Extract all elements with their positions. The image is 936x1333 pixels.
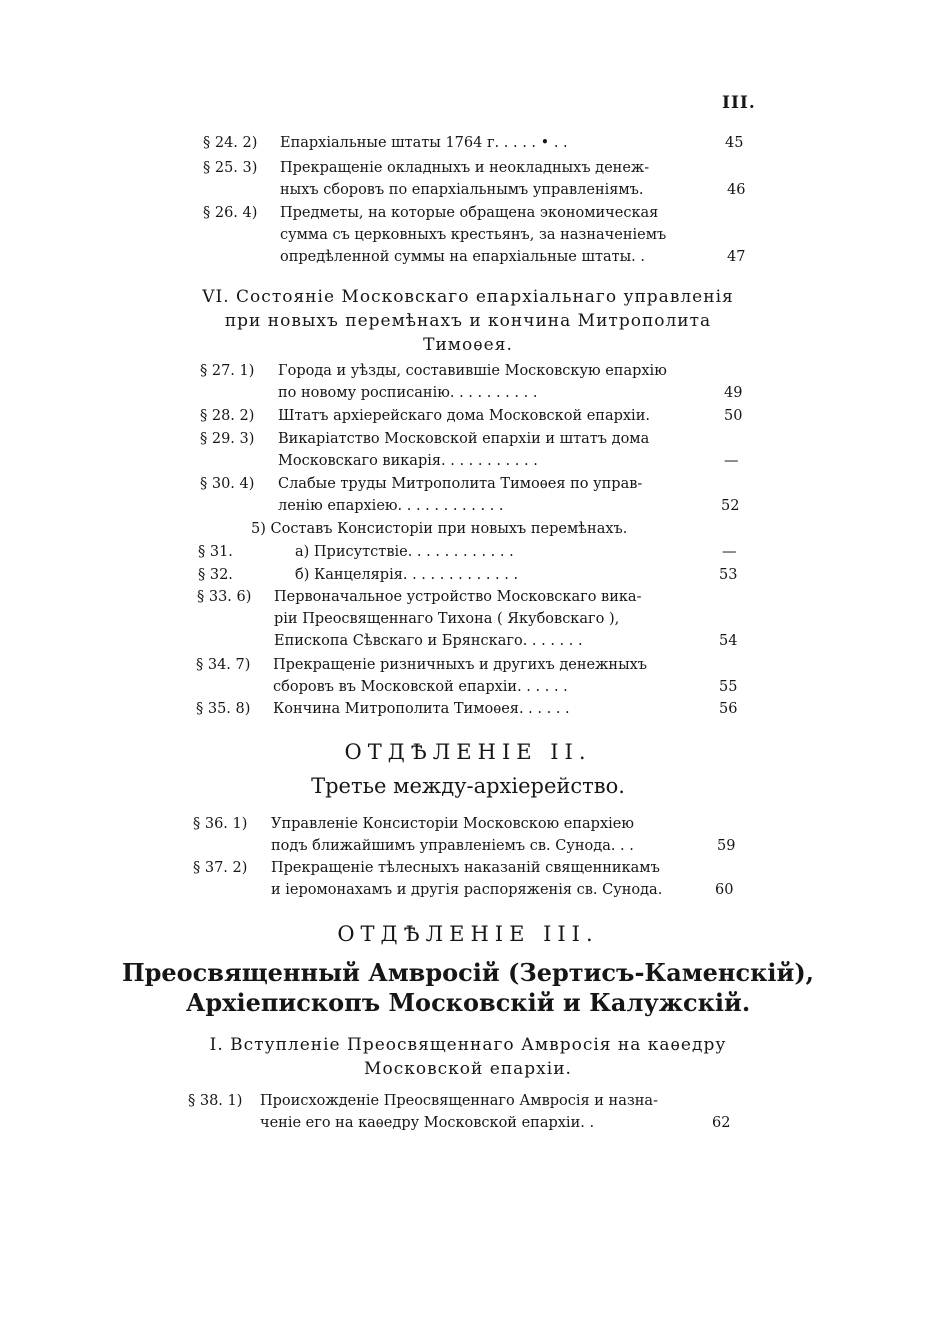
entry-line: ріи Преосвященнаго Тихона ( Якубовскаго ), bbox=[274, 611, 620, 627]
entry-line: сумма съ церковныхъ крестьянъ, за назначеніемъ bbox=[280, 227, 667, 243]
page-ref: 52 bbox=[721, 498, 740, 514]
entry-line: Первоначальное устройство Московскаго вика- bbox=[274, 589, 642, 605]
section-heading-vi bbox=[0, 285, 936, 357]
section-number: § 27. 1) bbox=[200, 363, 255, 379]
toc-entry-29 bbox=[200, 428, 739, 472]
toc-entry-32 bbox=[198, 564, 738, 586]
entry-line: Кончина Митрополита Тимоѳея. . . . . . bbox=[273, 701, 570, 717]
title-line: Архіепископъ Московскій и Калужскій. bbox=[185, 988, 751, 1017]
heading-line: Московской епархіи. bbox=[364, 1059, 572, 1079]
entry-line: Штатъ архіерейскаго дома Московской епархіи. bbox=[278, 408, 650, 424]
toc-entry-31 bbox=[198, 541, 737, 563]
page-number: III. bbox=[722, 93, 756, 113]
entry-line: Слабые труды Митрополита Тимоѳея по управ- bbox=[278, 476, 643, 492]
section-number: § 30. 4) bbox=[200, 476, 255, 492]
page-ref: 62 bbox=[712, 1115, 731, 1131]
page-ref: 50 bbox=[724, 408, 743, 424]
section-number: § 36. 1) bbox=[193, 816, 248, 832]
title-line: Преосвященный Амвросій (Зертисъ-Каменскій), bbox=[121, 958, 815, 987]
entry-line: ныхъ сборовъ по епархіальнымъ управленіямъ. bbox=[280, 182, 644, 198]
section-number: § 29. 3) bbox=[200, 431, 255, 447]
entry-line: Управленіе Консисторіи Московскою епархіею bbox=[271, 816, 634, 832]
toc-entry-24 bbox=[203, 132, 744, 154]
page-ref: 54 bbox=[719, 633, 738, 649]
section-number: § 25. 3) bbox=[203, 160, 258, 176]
section-number: § 37. 2) bbox=[193, 860, 248, 876]
entry-line: ленію епархіею. . . . . . . . . . . . bbox=[278, 498, 504, 514]
toc-entry-25 bbox=[203, 157, 746, 201]
toc-entry-27 bbox=[200, 360, 743, 404]
page-ref: 45 bbox=[725, 135, 744, 151]
entry-line: Прекращеніе окладныхъ и неокладныхъ денеж- bbox=[280, 160, 650, 176]
sub-heading-5: 5) Составъ Консисторіи при новыхъ перемѣнахъ. bbox=[251, 521, 628, 537]
page-ref: 55 bbox=[719, 679, 738, 695]
heading-line: VI. Состояніе Московскаго епархіальнаго управленія bbox=[202, 287, 734, 307]
entry-line: Епископа Сѣвскаго и Брянскаго. . . . . . . bbox=[274, 633, 583, 649]
section-number: § 24. 2) bbox=[203, 135, 258, 151]
heading-line: I. Вступленіе Преосвященнаго Амвросія на каѳедру bbox=[209, 1035, 727, 1055]
entry-line: б) Канцелярія. . . . . . . . . . . . . bbox=[295, 567, 519, 583]
section-number: § 28. 2) bbox=[200, 408, 255, 424]
heading-line: при новыхъ перемѣнахъ и кончина Митрополита bbox=[224, 311, 712, 331]
toc-entry-36 bbox=[193, 813, 736, 857]
toc-entry-28 bbox=[200, 405, 743, 427]
entry-line: а) Присутствіе. . . . . . . . . . . . bbox=[295, 544, 514, 560]
department-3-heading: ОТДѢЛЕНІЕ III. bbox=[337, 922, 599, 946]
section-number: § 31. bbox=[198, 544, 233, 560]
entry-line: и іеромонахамъ и другія распоряженія св. Сунода. bbox=[271, 882, 663, 898]
toc-entry-26 bbox=[203, 202, 746, 268]
entry-line: Прекращеніе ризничныхъ и другихъ денежныхъ bbox=[273, 657, 648, 673]
page-ref: — bbox=[724, 453, 739, 469]
department-2-subtitle: Третье между-архіерейство. bbox=[311, 774, 625, 798]
entry-line: Московскаго викарія. . . . . . . . . . . bbox=[278, 453, 538, 469]
department-3-title bbox=[0, 958, 936, 1018]
toc-entry-30 bbox=[200, 473, 740, 517]
page-ref: — bbox=[722, 544, 737, 560]
entry-line: Города и уѣзды, составившіе Московскую епархію bbox=[278, 363, 667, 379]
heading-line: Тимоѳея. bbox=[423, 335, 513, 355]
page-ref: 47 bbox=[727, 249, 746, 265]
department-2-heading: ОТДѢЛЕНІЕ II. bbox=[344, 740, 592, 764]
toc-entry-34 bbox=[196, 654, 738, 698]
entry-line: Происхожденіе Преосвященнаго Амвросія и назна- bbox=[260, 1093, 658, 1109]
toc-entry-35 bbox=[196, 698, 738, 720]
section-number: § 32. bbox=[198, 567, 233, 583]
section-number: § 33. 6) bbox=[197, 589, 252, 605]
page-ref: 60 bbox=[715, 882, 734, 898]
section-number: § 38. 1) bbox=[188, 1093, 243, 1109]
entry-line: Прекращеніе тѣлесныхъ наказаній священникамъ bbox=[271, 860, 660, 876]
page-ref: 56 bbox=[719, 701, 738, 717]
page-ref: 49 bbox=[724, 385, 743, 401]
entry-line: Викаріатство Московской епархіи и штатъ дома bbox=[278, 431, 650, 447]
entry-line: ченіе его на каѳедру Московской епархіи. . bbox=[260, 1115, 595, 1131]
section-number: § 35. 8) bbox=[196, 701, 251, 717]
toc-entry-33 bbox=[197, 586, 738, 652]
entry-line: сборовъ въ Московской епархіи. . . . . . bbox=[273, 679, 568, 695]
entry-line: Предметы, на которые обращена экономическая bbox=[280, 205, 659, 221]
entry-line: по новому росписанію. . . . . . . . . . bbox=[278, 385, 538, 401]
entry-line: опредѣленной суммы на епархіальные штаты. . bbox=[280, 249, 645, 265]
section-number: § 34. 7) bbox=[196, 657, 251, 673]
section-number: § 26. 4) bbox=[203, 205, 258, 221]
toc-entry-37 bbox=[193, 857, 734, 901]
toc-entry-38 bbox=[188, 1090, 731, 1134]
entry-line: Епархіальные штаты 1764 г. . . . . • . . bbox=[280, 135, 568, 151]
page-ref: 46 bbox=[727, 182, 746, 198]
section-heading-i bbox=[0, 1033, 936, 1081]
page-ref: 59 bbox=[717, 838, 736, 854]
page-ref: 53 bbox=[719, 567, 738, 583]
entry-line: подъ ближайшимъ управленіемъ св. Сунода. . . bbox=[271, 838, 634, 854]
